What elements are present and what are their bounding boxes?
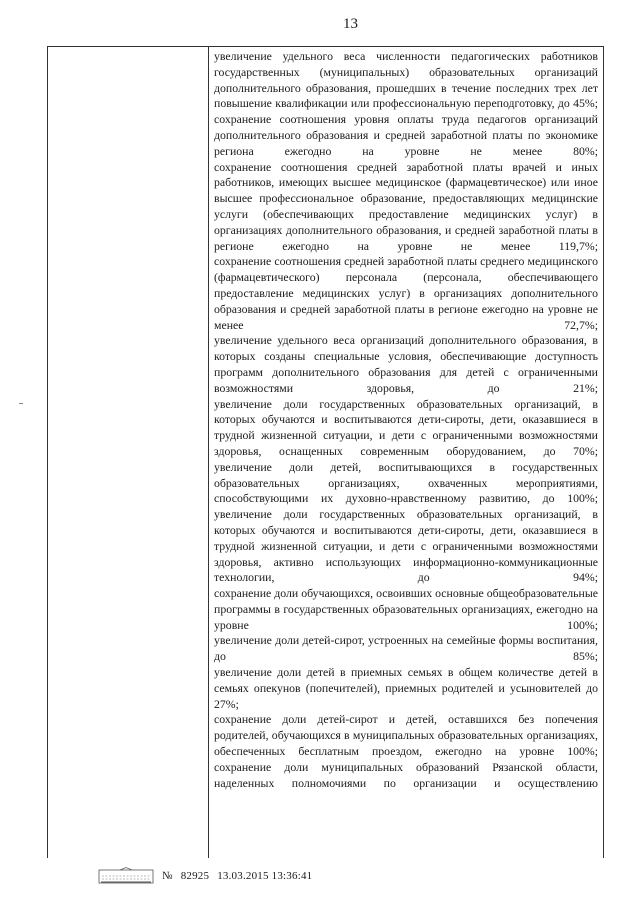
left-margin-mark	[19, 403, 23, 404]
paragraph: сохранение соотношения средней заработной платы врачей и иных работников, имеющих высшее медицинское (фармацевтическое) или иное высшее профессиональное образование, предоставляющих медицинские услуги (обеспечивающих предоставление медицинских услуг) в организациях дополнительного образования, и средней заработной платы в регионе ежегодно на уровне не менее 119,7%;	[214, 159, 598, 253]
paragraph: увеличение удельного веса численности педагогических работников государственных (муниципальных) образовательных организаций дополнительного образования, прошедших в течение последних трех лет повышение квалификации или профессиональную переподготовку, до 45%;	[214, 49, 598, 111]
page-number: 13	[343, 16, 358, 32]
table-text-column	[214, 49, 598, 791]
table-column-divider	[208, 47, 209, 858]
paragraph: увеличение доли детей-сирот, устроенных на семейные формы воспитания, до 85%;	[214, 633, 598, 664]
paragraph: сохранение доли обучающихся, освоивших основные общеобразовательные программы в государственных образовательных организациях, ежегодно на уровне 100%;	[214, 586, 598, 632]
paragraph: увеличение доли детей в приемных семьях в общем количестве детей в семьях опекунов (попечителей), приемных родителей и усыновителей до 27%;	[214, 665, 598, 711]
document-number-sign: №	[162, 870, 173, 882]
paragraph: увеличение доли государственных образовательных организаций, в которых обучаются и воспитываются дети-сироты, дети, оказавшиеся в трудной жизненной ситуации, и дети с ограниченными возможностями здоровья, оснащенных современным оборудованием, до 70%;	[214, 396, 598, 458]
paragraph: увеличение доли детей, воспитывающихся в государственных образовательных организациях, охваченных мероприятиями, способствующими их духовно-нравственному развитию, до 100%;	[214, 459, 598, 506]
paragraph: сохранение доли муниципальных образований Рязанской области, наделенных полномочиями по организации и осуществлению	[214, 759, 598, 790]
content-table	[47, 46, 604, 858]
paragraph: увеличение доли государственных образовательных организаций, в которых обучаются и воспитываются дети-сироты, дети, оказавшиеся в трудной жизненной ситуации, и дети с ограниченными возможностями здоровья, активно использующих информационно-коммуникационные технологии, до 94%;	[214, 507, 598, 585]
registry-logo	[98, 867, 154, 885]
paragraph: сохранение соотношения уровня оплаты труда педагогов организаций дополнительного образования и средней заработной платы по экономике региона ежегодно на уровне не менее 80%;	[214, 112, 598, 158]
document-number: 82925	[180, 870, 210, 882]
footer	[98, 867, 312, 885]
paragraph: сохранение доли детей-сирот и детей, оставшихся без попечения родителей, обучающихся в муниципальных образовательных организациях, обеспеченных бесплатным проездом, ежегодно на уровне 100%;	[214, 712, 598, 759]
paragraph: сохранение соотношения средней заработной платы среднего медицинского (фармацевтического) персонала (персонала, обеспечивающего предоставление медицинских услуг) в организациях дополнительного образования и средней заработной платы в регионе ежегодно на уровне не менее 72,7%;	[214, 254, 598, 332]
document-datetime: 13.03.2015 13:36:41	[217, 870, 313, 882]
paragraph: увеличение удельного веса организаций дополнительного образования, в которых созданы специальные условия, обеспечивающие доступность программ дополнительного образования для детей с ограниченными возможностями здоровья, до 21%;	[214, 333, 598, 395]
